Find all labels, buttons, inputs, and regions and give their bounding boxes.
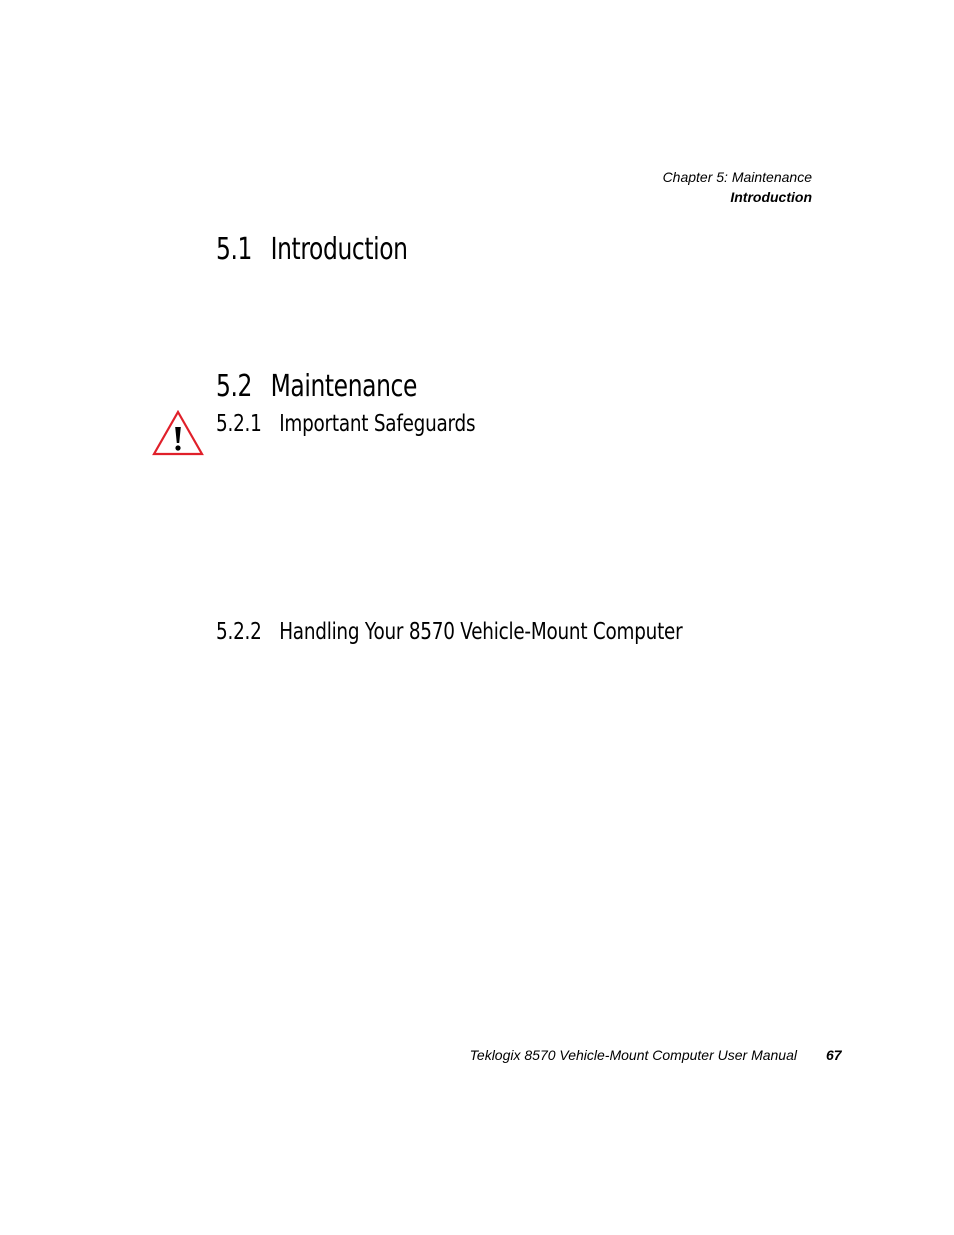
heading-title: Introduction bbox=[270, 232, 408, 267]
heading-maintenance bbox=[216, 369, 417, 404]
running-head-chapter: Chapter 5: Maintenance bbox=[662, 169, 812, 185]
heading-number: 5.2.2 bbox=[216, 619, 262, 645]
footer-manual-title: Teklogix 8570 Vehicle-Mount Computer User Manual bbox=[469, 1047, 797, 1063]
warning-triangle-icon bbox=[152, 410, 204, 456]
heading-title: Important Safeguards bbox=[279, 411, 476, 437]
running-head-section: Introduction bbox=[730, 189, 812, 205]
running-head bbox=[663, 167, 812, 207]
heading-introduction bbox=[216, 232, 408, 267]
heading-title: Handling Your 8570 Vehicle-Mount Computer bbox=[279, 619, 683, 645]
heading-important-safeguards bbox=[216, 411, 475, 437]
heading-number: 5.2.1 bbox=[216, 411, 262, 437]
heading-number: 5.2 bbox=[216, 369, 253, 404]
page-number: 67 bbox=[826, 1047, 842, 1063]
heading-number: 5.1 bbox=[216, 232, 253, 267]
heading-handling-computer bbox=[216, 619, 682, 645]
heading-title: Maintenance bbox=[270, 369, 418, 404]
